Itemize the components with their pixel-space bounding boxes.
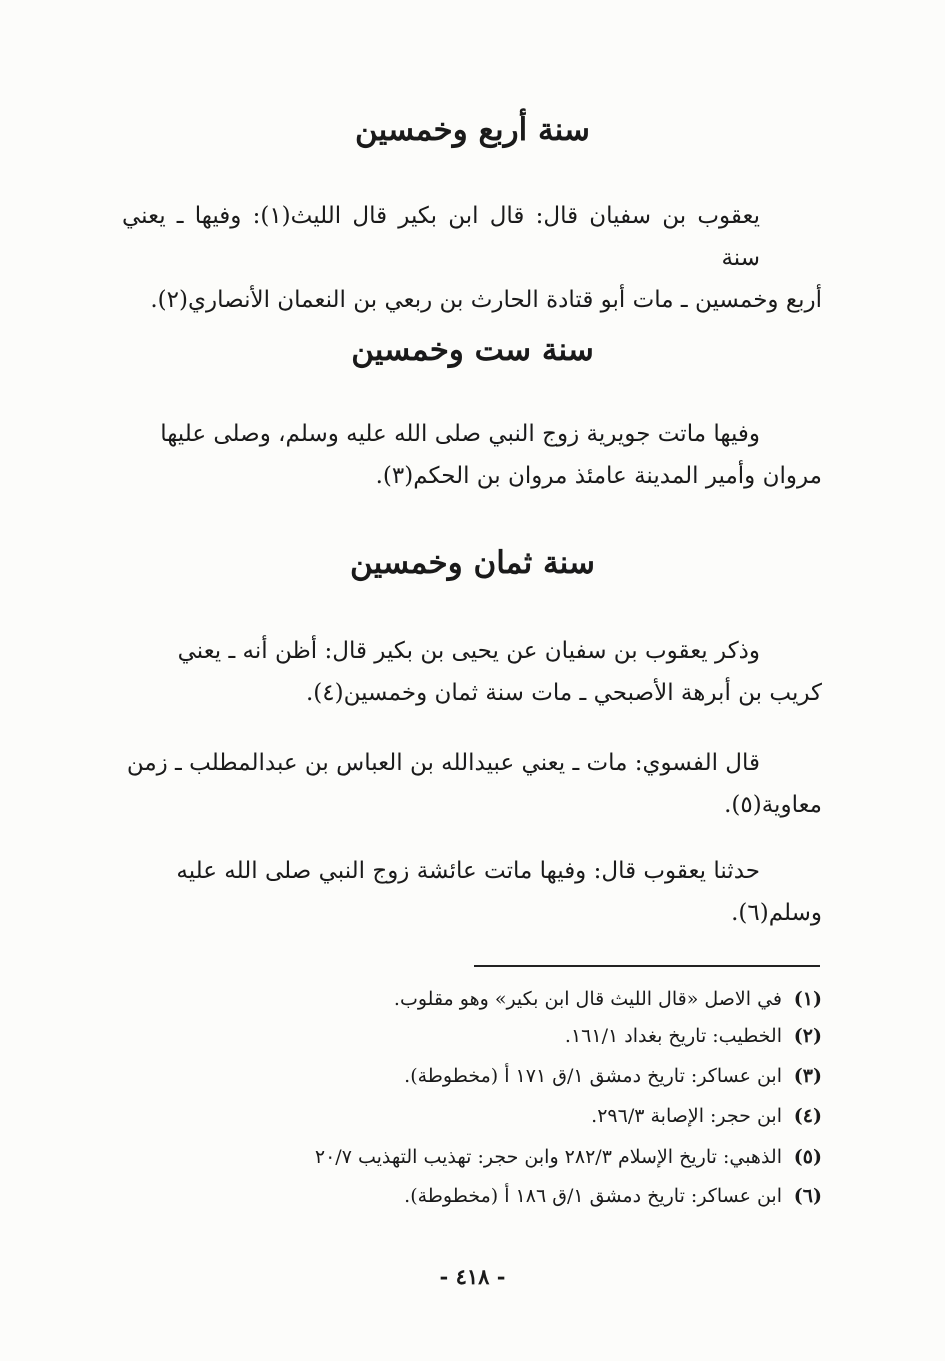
footnote-3 bbox=[404, 1065, 822, 1088]
paragraph-2-first-line: وفيها ماتت جويرية زوج النبي صلى الله عليه وسلم، وصلى عليها bbox=[160, 421, 760, 447]
footnote-4 bbox=[591, 1105, 822, 1128]
section-heading-58: سنة ثمان وخمسين bbox=[350, 545, 595, 581]
footnote-text: ابن عساكر: تاريخ دمشق ١/ق ١٨٦ أ (مخطوطة). bbox=[404, 1185, 782, 1207]
paragraph-4-rest: معاوية(٥). bbox=[724, 792, 822, 818]
paragraph-4-first-line: قال الفسوي: مات ـ يعني عبيدالله بن العباس بن عبدالمطلب ـ زمن bbox=[126, 750, 760, 776]
paragraph-5-rest: وسلم(٦). bbox=[731, 900, 822, 926]
paragraph-2-rest: مروان وأمير المدينة عامئذ مروان بن الحكم(٣). bbox=[375, 463, 822, 489]
footnote-text: ابن عساكر: تاريخ دمشق ١/ق ١٧١ أ (مخطوطة). bbox=[404, 1065, 782, 1087]
footnote-1 bbox=[394, 988, 822, 1011]
section-heading-54: سنة أربع وخمسين bbox=[355, 112, 590, 148]
footnote-6 bbox=[404, 1185, 822, 1208]
footnote-text: في الاصل «قال الليث قال ابن بكير» وهو مقلوب. bbox=[393, 988, 782, 1010]
footnote-number: (٤) bbox=[793, 1105, 822, 1127]
footnote-text: الخطيب: تاريخ بغداد ١٦١/١. bbox=[564, 1025, 782, 1047]
footnote-number: (٦) bbox=[793, 1185, 822, 1207]
footnote-number: (٣) bbox=[793, 1065, 822, 1087]
footnote-5 bbox=[315, 1146, 822, 1169]
footnote-text: الذهبي: تاريخ الإسلام ٢٨٢/٣ وابن حجر: تهذيب التهذيب ٢٠/٧ bbox=[314, 1146, 782, 1168]
paragraph-2 bbox=[122, 413, 822, 497]
paragraph-1-first-line: يعقوب بن سفيان قال: قال ابن بكير قال الليث(١): وفيها ـ يعني سنة bbox=[122, 203, 760, 271]
paragraph-1-rest: أربع وخمسين ـ مات أبو قتادة الحارث بن ربعي بن النعمان الأنصاري(٢). bbox=[150, 287, 822, 313]
page-number: - ٤١٨ - bbox=[439, 1264, 506, 1289]
footnote-2 bbox=[565, 1025, 822, 1048]
paragraph-3-rest: كريب بن أبرهة الأصبحي ـ مات سنة ثمان وخمسين(٤). bbox=[305, 680, 822, 706]
paragraph-3-first-line: وذكر يعقوب بن سفيان عن يحيى بن بكير قال: أظن أنه ـ يعني bbox=[177, 638, 760, 664]
paragraph-5-first-line: حدثنا يعقوب قال: وفيها ماتت عائشة زوج النبي صلى الله عليه bbox=[176, 858, 760, 884]
section-heading-56: سنة ست وخمسين bbox=[351, 332, 594, 368]
footnote-number: (٥) bbox=[793, 1146, 822, 1168]
paragraph-1 bbox=[122, 195, 822, 321]
footnote-number: (٢) bbox=[793, 1025, 822, 1047]
footnote-text: ابن حجر: الإصابة ٢٩٦/٣. bbox=[591, 1105, 782, 1127]
paragraph-5 bbox=[122, 850, 822, 934]
footnote-number: (١) bbox=[793, 988, 822, 1010]
paragraph-3 bbox=[122, 630, 822, 714]
footnote-divider bbox=[474, 965, 820, 967]
paragraph-4 bbox=[122, 742, 822, 826]
